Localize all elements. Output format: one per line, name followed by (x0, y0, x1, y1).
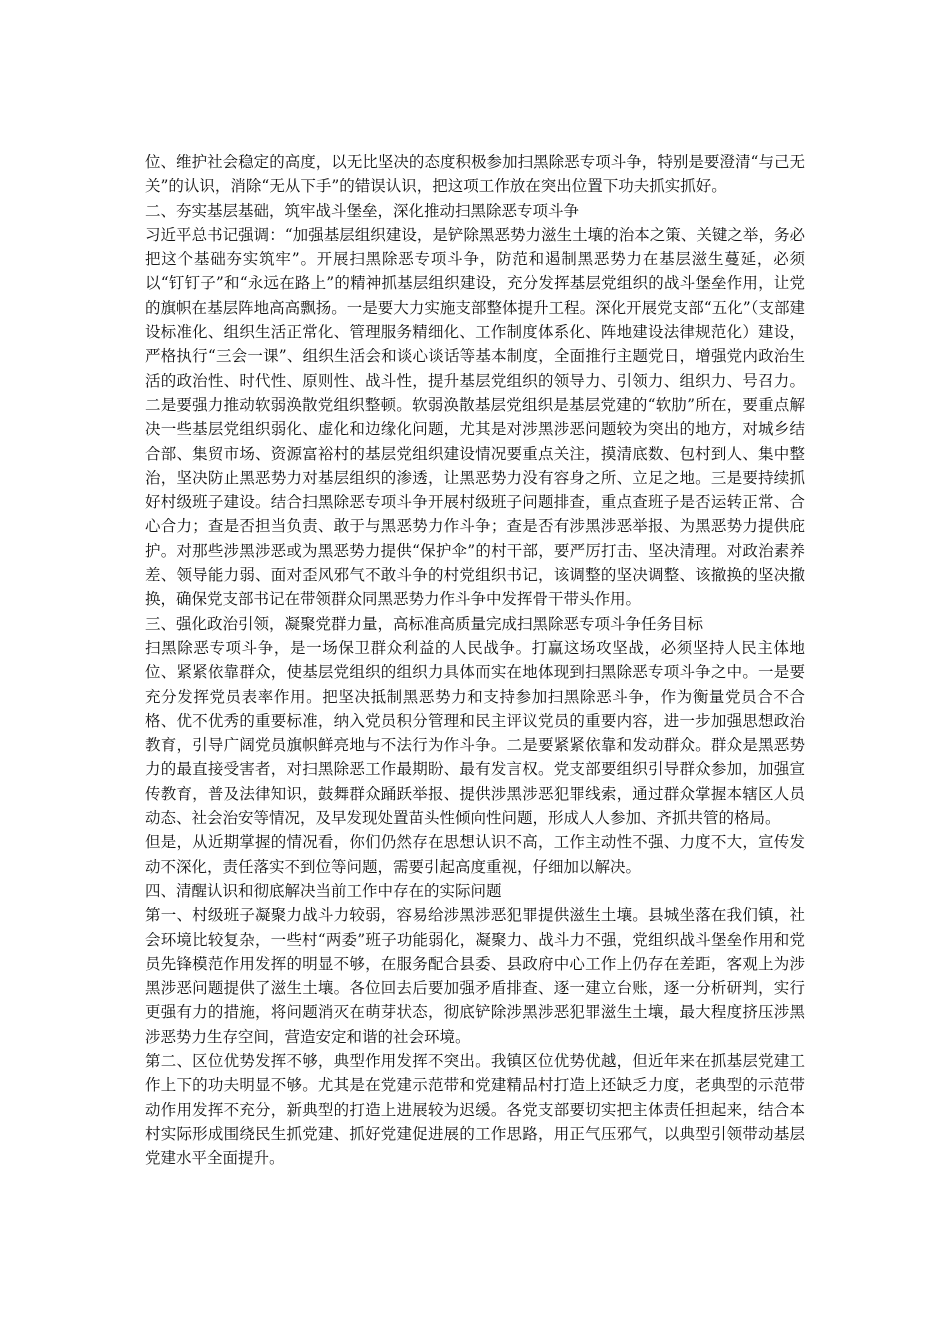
section-heading-3: 三、强化政治引领，凝聚党群力量，高标准高质量完成扫黑除恶专项斗争任务目标 (145, 614, 704, 633)
paragraph-problem-2: 第二、区位优势发挥不够，典型作用发挥不突出。我镇区位优势优越，但近年来在抓基层党建工作上下的功夫明显不够。尤其是在党建示范带和党建精品村打造上还缺乏力度，老典型的示范带动作用发挥不充分，新典型的打造上进展较为迟缓。各党支部要切实把主体责任担起来，结合本村实际形成围绕民生抓党建、抓好党建促进展的工作思路，用正气压邪气，以典型引领带动基层党建水平全面提升。 (145, 1051, 805, 1168)
paragraph-problems-intro: 但是，从近期掌握的情况看，你们仍然存在思想认识不高，工作主动性不强、力度不大，宣传发动不深化，责任落实不到位等问题，需要引起高度重视，仔细加以解决。 (145, 833, 805, 876)
paragraph-problem-1: 第一、村级班子凝聚力战斗力较弱，容易给涉黑涉恶犯罪提供滋生土壤。县城坐落在我们镇，社会环境比较复杂，一些村“两委”班子功能弱化，凝聚力、战斗力不强，党组织战斗堡垒作用和党员先锋模范作用发挥的明显不够，在服务配合县委、县政府中心工作上仍存在差距，客观上为涉黑涉恶问题提供了滋生土壤。各位回去后要加强矛盾排查、逐一建立台账，逐一分析研判，实行更强有力的措施，将问题消灭在萌芽状态，彻底铲除涉黑涉恶犯罪滋生土壤，最大程度挤压涉黑涉恶势力生存空间，营造安定和谐的社会环境。 (145, 906, 805, 1046)
paragraph-section-2: 习近平总书记强调：“加强基层组织建设，是铲除黑恶势力滋生土壤的治本之策、关键之举，务必把这个基础夯实筑牢”。开展扫黑除恶专项斗争，防范和遏制黑恶势力在基层滋生蔓延，必须以“钉钉子”和“永远在路上”的精神抓基层组织建设，充分发挥基层党组织的战斗堡垒作用，让党的旗帜在基层阵地高高飘扬。一是要大力实施支部整体提升工程。深化开展党支部“五化”（支部建设标准化、组织生活正常化、管理服务精细化、工作制度体系化、阵地建设法律规范化）建设，严格执行“三会一课”、组织生活会和谈心谈话等基本制度，全面推行主题党日，增强党内政治生活的政治性、时代性、原则性、战斗性，提升基层党组织的领导力、引领力、组织力、号召力。二是要强力推动软弱涣散党组织整顿。软弱涣散基层党组织是基层党建的“软肋”所在，要重点解决一些基层党组织弱化、虚化和边缘化问题，尤其是对涉黑涉恶问题较为突出的地方，对城乡结合部、集贸市场、资源富裕村的基层党组织建设情况要重点关注，摸清底数、包村到人、集中整治，坚决防止黑恶势力对基层组织的渗透，让黑恶势力没有容身之所、立足之地。三是要持续抓好村级班子建设。结合扫黑除恶专项斗争开展村级班子问题排查，重点查班子是否运转正常、合心合力；查是否担当负责、敢于与黑恶势力作斗争；查是否有涉黑涉恶举报、为黑恶势力提供庇护。对那些涉黑涉恶或为黑恶势力提供“保护伞”的村干部，要严厉打击、坚决清理。对政治素养差、领导能力弱、面对歪风邪气不敢斗争的村党组织书记，该调整的坚决调整、该撤换的坚决撤换，确保党支部书记在带领群众同黑恶势力作斗争中发挥骨干带头作用。 (145, 225, 805, 609)
document-page (145, 150, 805, 1170)
paragraph-continuation: 位、维护社会稳定的高度，以无比坚决的态度积极参加扫黑除恶专项斗争，特别是要澄清“与己无关”的认识，消除“无从下手”的错误认识，把这项工作放在突出位置下功夫抓实抓好。 (145, 153, 805, 196)
paragraph-section-3: 扫黑除恶专项斗争，是一场保卫群众利益的人民战争。打赢这场攻坚战，必须坚持人民主体地位、紧紧依靠群众，使基层党组织的组织力具体而实在地体现到扫黑除恶专项斗争之中。一是要充分发挥党员表率作用。把坚决抵制黑恶势力和支持参加扫黑除恶斗争，作为衡量党员合不合格、优不优秀的重要标准，纳入党员积分管理和民主评议党员的重要内容，进一步加强思想政治教育，引导广阔党员旗帜鲜亮地与不法行为作斗争。二是要紧紧依靠和发动群众。群众是黑恶势力的最直接受害者，对扫黑除恶工作最期盼、最有发言权。党支部要组织引导群众参加，加强宣传教育，普及法律知识，鼓舞群众踊跃举报、提供涉黑涉恶犯罪线索，通过群众掌握本辖区人员动态、社会治安等情况，及早发现处置苗头性倾向性问题，形成人人参加、齐抓共管的格局。 (145, 638, 805, 828)
section-heading-2: 二、夯实基层基础，筑牢战斗堡垒，深化推动扫黑除恶专项斗争 (145, 201, 580, 220)
section-heading-4: 四、清醒认识和彻底解决当前工作中存在的实际问题 (145, 881, 502, 900)
